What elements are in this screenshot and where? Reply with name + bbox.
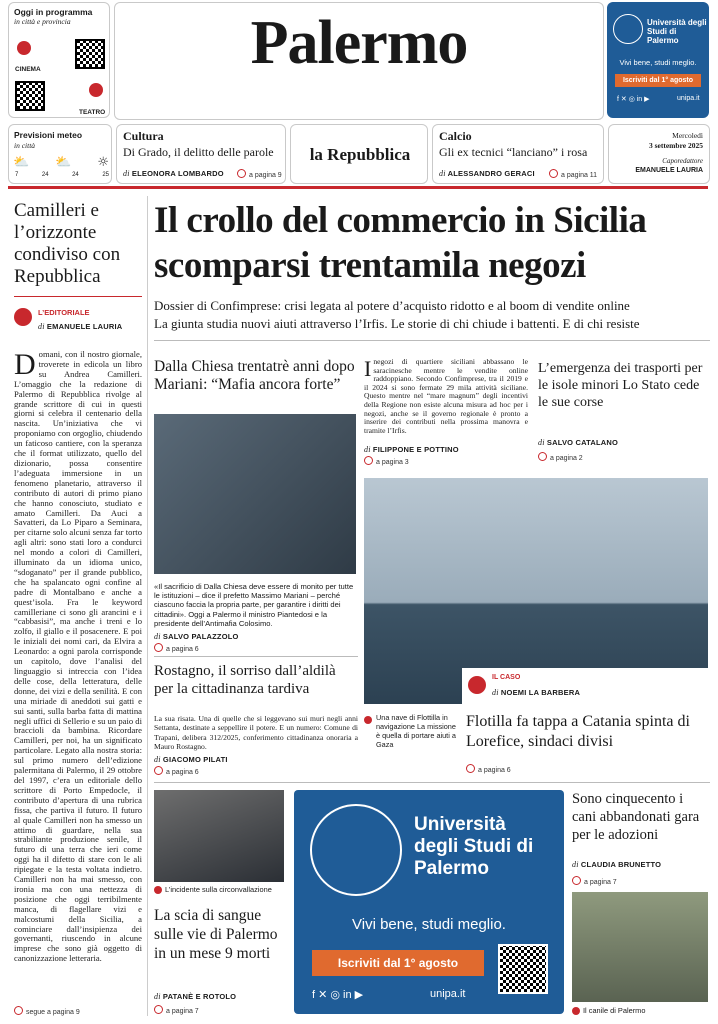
cloud-sun-icon: ⛅ (13, 155, 30, 170)
cinema-label: CINEMA (15, 66, 41, 73)
culture-page-label: a pagina 9 (249, 172, 282, 179)
culture-page (237, 169, 282, 179)
by-label: di (154, 632, 161, 641)
dallachiesa-author (154, 632, 239, 641)
arrow-icon (538, 452, 547, 461)
cani-page[interactable] (572, 876, 617, 886)
weather-heading: Previsioni meteo (14, 130, 83, 140)
culture-section: Cultura (123, 129, 164, 143)
lead-rule (154, 340, 710, 341)
by-label: di (439, 169, 446, 178)
trasporti-page[interactable] (538, 452, 583, 462)
cinema-qr-icon (75, 39, 105, 69)
by-label: di (538, 438, 545, 447)
lead-dropcap: I (364, 358, 372, 381)
lead-deck-2: La giunta studia nuovi aiuti attraverso l’Irfis. Le storie di chi chiude i battenti. E di chi resiste (154, 316, 640, 331)
weather-box (8, 124, 112, 184)
by-label: di (123, 169, 130, 178)
incidenti-page-label: a pagina 7 (166, 1008, 199, 1015)
today-program-box (8, 2, 110, 118)
cani-author (572, 860, 661, 869)
dallachiesa-title: Dalla Chiesa trentatrè anni dopo Mariani: “Mafia ancora forte” (154, 358, 355, 393)
culture-author (123, 169, 224, 178)
ad-top-social-icons: f ✕ ◎ in ▶ (617, 96, 650, 103)
incidenti-title: La scia di sangue sulle vie di Palermo in un mese 9 morti (154, 907, 278, 962)
editorial-label: L’EDITORIALE (38, 308, 90, 317)
cani-page-label: a pagina 7 (584, 879, 617, 886)
editorial-body (14, 350, 142, 1000)
dallachiesa-page-label: a pagina 6 (166, 646, 199, 653)
unipa-seal-icon (613, 14, 643, 44)
incidenti-author-name: PATANÈ E ROTOLO (162, 992, 237, 1001)
by-label: di (364, 445, 371, 454)
lead-body (364, 358, 528, 440)
sport-section: Calcio (439, 129, 472, 143)
ad-main-cta: Iscriviti dal 1° agosto (312, 950, 484, 976)
teatro-label: TEATRO (79, 109, 106, 116)
date-day: Mercoledì (672, 131, 703, 140)
ad-main-social-icons: f ✕ ◎ in ▶ (312, 989, 364, 1001)
sport-author (439, 169, 535, 178)
editorial-author-name: EMANUELE LAURIA (46, 322, 123, 331)
editorial-more-label: segue a pagina 9 (26, 1009, 80, 1016)
ad-main-name: Università degli Studi di Palermo (414, 814, 534, 879)
top-red-rule (8, 186, 708, 189)
lead-page-label: a pagina 3 (376, 459, 409, 466)
incidenti-caption: L’incidente sulla circonvallazione (165, 885, 272, 894)
editorial-icon (14, 308, 32, 326)
dallachiesa-body: «Il sacrificio di Dalla Chiesa deve essere di monito per tutte le istituzioni – dice il prefetto Massimo Mariani – perché ciascuno faccia la propria parte, per garantire i diritti dei cittadini». Oggi a Palermo il ministro Piantedosi e la presidente dell’Antimafia Colosimo. (154, 582, 354, 628)
arrow-icon (364, 456, 373, 465)
cani-caption: Il canile di Palermo (583, 1006, 646, 1015)
date-full: 3 settembre 2025 (648, 141, 703, 150)
lead-title: Il crollo del commercio in Sicilia scomparsi trentamila negozi (154, 200, 647, 286)
unipa-seal-icon (310, 804, 402, 896)
mid-rule (154, 782, 710, 783)
ad-top[interactable] (607, 2, 709, 118)
by-label: di (154, 992, 161, 1001)
by-label: di (572, 860, 579, 869)
sun-icon: ☼ (97, 155, 109, 170)
arrow-icon (154, 766, 163, 775)
culture-headline: Di Grado, il delitto delle parole (123, 145, 274, 159)
lead-deck-1: Dossier di Confimprese: crisi legata al potere d’acquisto ridotto e al boom di vendite online (154, 298, 630, 313)
arrow-icon (154, 643, 163, 652)
date-box (608, 124, 710, 184)
by-label: di (492, 688, 499, 697)
flotilla-tag-icon (468, 676, 486, 694)
editorial-more[interactable] (14, 1006, 80, 1016)
cani-title: Sono cinquecento i cani abbandonati gara per le adozioni (572, 791, 700, 843)
lead-author (364, 445, 459, 454)
brand-logo: la Repubblica (309, 145, 411, 164)
temp: 24 (41, 172, 49, 178)
ad-top-site: unipa.it (677, 95, 700, 102)
editorial-divider (147, 196, 148, 1016)
arrow-icon (14, 1006, 23, 1015)
editorial-text: omani, con il nostro giornale, troverete in edicola un libro su Andrea Camilleri. L’omaggio che la redazione di Palermo di Repubblica rivolge al grande scrittore di cui in questi giorni si celebra il centenario della nascita. Un’iniziativa che vi proponiamo con orgoglio, chiudendo un faticoso cantiere, con la speranza che il format utilizzato, quello del dizionario, possa consentire l’adeguata immersione in un fenomeno planetario, attraverso il contributo di autori di primo piano che hanno conosciuto, studiato e amato Camilleri. Da Auci a Savatteri, da Lo Piparo a Seminara, per citarne solo alcuni senza far torto agli altri: sono stati loro a condurci nel mondo a colori di Camilleri, illuminato da un idioma unico, “sdoganato” per il grande pubblico, che ha spalancato ogni confine al padre di Montalbano e anche a quest’isola. Fra le keyword camilleriane ci sono gli arancini e i “cabbasisi”, ma anche i treni e lo zolfo, il giallo e il posacenere. E poi le iniziali dei nomi cari, da Elvira a Leonardo: a ogni parola corrisponde un capitolo, dove l’analisi del linguaggio si intreccia con l’idea delle cose, della letteratura, delle donne, dei vizi e della senilità. E con una miriade di aneddoti sui gatti e sui santi, sulla barba fatta di mattina negli uffici di Sellerio e su un paio di braccioli da bambina. Ricordare Camilleri, per noi, ha un significato particolare. Legato alla nostra storia: sul primo numero dell’edizione palermitana di Palermo, il 29 ottobre del 1997, c’era un editoriale dello scrittore di Porto Empedocle, il contributo d’apertura di una rubrica fissa, che partiva il futuro. Il futuro al quale Camilleri non ha smesso un attimo di guardare, nella sua strabiliante produzione senile, il futuro di una terra che ieri come oggi ha il difetto di stare con le ali ripiegate e la testa voltata indietro. Camilleri non ha mai smesso, con ironia ma con una nettezza di posizione che oggi terribilmente manca, di flagellare vizi e malcostumi della Sicilia, a cominciare dall’insipienza dei governanti, riuscendo in alcune imprese che sono già oggetto di canonizzazione letteraria. (14, 350, 142, 964)
editor-role: Caporedattore (662, 157, 703, 165)
flotilla-author-name: NOEMI LA BARBERA (500, 688, 581, 697)
trasporti-author (538, 438, 618, 447)
editorial-dropcap: D (14, 350, 36, 381)
editor-name: EMANUELE LAURIA (635, 167, 703, 174)
culture-author-name: ELEONORA LOMBARDO (131, 169, 224, 178)
trasporti-page-label: a pagina 2 (550, 455, 583, 462)
ad-main-qr-icon (498, 944, 548, 994)
rostagno-rule (154, 656, 358, 657)
arrow-icon (154, 1005, 163, 1014)
sport-page-label: a pagina 11 (561, 172, 598, 179)
teatro-icon (89, 83, 103, 97)
rostagno-page[interactable] (154, 766, 199, 776)
sport-author-name: ALESSANDRO GERACI (447, 169, 535, 178)
editorial-author (38, 322, 122, 331)
rostagno-page-label: a pagina 6 (166, 769, 199, 776)
today-program-heading: Oggi in programma (14, 7, 93, 17)
dallachiesa-page[interactable] (154, 643, 199, 653)
rostagno-body: La sua risata. Una di quelle che si leggevano sui muri negli anni Settanta, destinate a seppellire il potere. E un numero: Comune di Trapani, delibera 312/2025, conferimento cittadinanza onoraria a Mauro Rostagno. (154, 714, 358, 751)
arrow-icon (237, 169, 246, 178)
arrow-icon (549, 169, 558, 178)
ad-main-slogan: Vivi bene, studi meglio. (352, 916, 506, 933)
cani-caption-icon (572, 1007, 580, 1015)
dallachiesa-author-name: SALVO PALAZZOLO (162, 632, 239, 641)
incidenti-photo (154, 790, 284, 882)
weather-temps (15, 172, 109, 178)
by-label: di (154, 755, 161, 764)
weather-sub: in città (14, 141, 36, 150)
ad-top-slogan: Vivi bene, studi meglio. (619, 58, 697, 67)
cloud-sun-icon: ⛅ (55, 155, 72, 170)
trasporti-title: L’emergenza dei trasporti per le isole minori Lo Stato cede le sue corse (538, 361, 703, 410)
rostagno-title: Rostagno, il sorriso dall’aldilà per la cittadinanza tardiva (154, 663, 336, 697)
incidenti-author (154, 992, 236, 1001)
rostagno-author (154, 755, 228, 764)
culture-box[interactable] (116, 124, 286, 184)
editorial-rule (14, 296, 142, 297)
lead-text: negozi di quartiere siciliani abbassano le saracinesche mentre le vendite online raddoppiano. Secondo Confimprese, tra il 2019 e il 2024 si sono fermate 29 mila attività siciliane. Questo mentre nel “mare magnum” degli incentivi della Regione non esiste alcuna misura ad hoc per i negozi, anche se il governo regionale è pronto a inserire dei contributi nella prossima manovra e tramite l’Irfis. (364, 358, 528, 435)
incidenti-page[interactable] (154, 1005, 199, 1015)
temp: 24 (72, 172, 79, 178)
editorial-title: Camilleri e l’orizzonte condiviso con Repubblica (14, 200, 121, 287)
arrow-icon (572, 876, 581, 885)
by-label: di (38, 322, 45, 331)
flotilla-title: Flotilla fa tappa a Catania spinta di Lorefice, sindaci divisi (466, 713, 690, 750)
flotilla-caption: Una nave di Flottilla in navigazione La missione è quella di portare aiuti a Gaza (376, 713, 456, 749)
ad-main[interactable] (294, 790, 564, 1014)
dallachiesa-photo (154, 414, 356, 574)
sport-box[interactable] (432, 124, 604, 184)
rostagno-author-name: GIACOMO PILATI (162, 755, 228, 764)
ad-top-name: Università degli Studi di Palermo (647, 18, 707, 45)
arrow-icon (466, 764, 475, 773)
cani-photo (572, 892, 708, 1002)
ad-main-site: unipa.it (430, 988, 466, 1000)
teatro-qr-icon (15, 81, 45, 111)
today-program-sub: in città e provincia (14, 17, 71, 26)
incidenti-caption-icon (154, 886, 162, 894)
flotilla-tag: IL CASO (492, 674, 521, 681)
brand-box (290, 124, 428, 184)
cinema-icon (17, 41, 31, 55)
sport-page (549, 169, 597, 179)
sport-headline: Gli ex tecnici “lanciano” i rosa (439, 145, 588, 159)
lead-page[interactable] (364, 456, 409, 466)
temp: 25 (102, 172, 109, 178)
flotilla-page[interactable] (466, 764, 511, 774)
trasporti-author-name: SALVO CATALANO (546, 438, 619, 447)
ad-top-cta: Iscriviti dal 1° agosto (615, 74, 701, 87)
masthead-title: Palermo (250, 9, 468, 77)
weather-icons (13, 155, 109, 170)
flotilla-caption-icon (364, 716, 372, 724)
temp: 7 (15, 172, 19, 178)
flotilla-author (492, 688, 580, 697)
lead-author-name: FILIPPONE E POTTINO (372, 445, 459, 454)
flotilla-tag-box (462, 668, 708, 704)
flotilla-page-label: a pagina 6 (478, 767, 511, 774)
cani-author-name: CLAUDIA BRUNETTO (580, 860, 662, 869)
